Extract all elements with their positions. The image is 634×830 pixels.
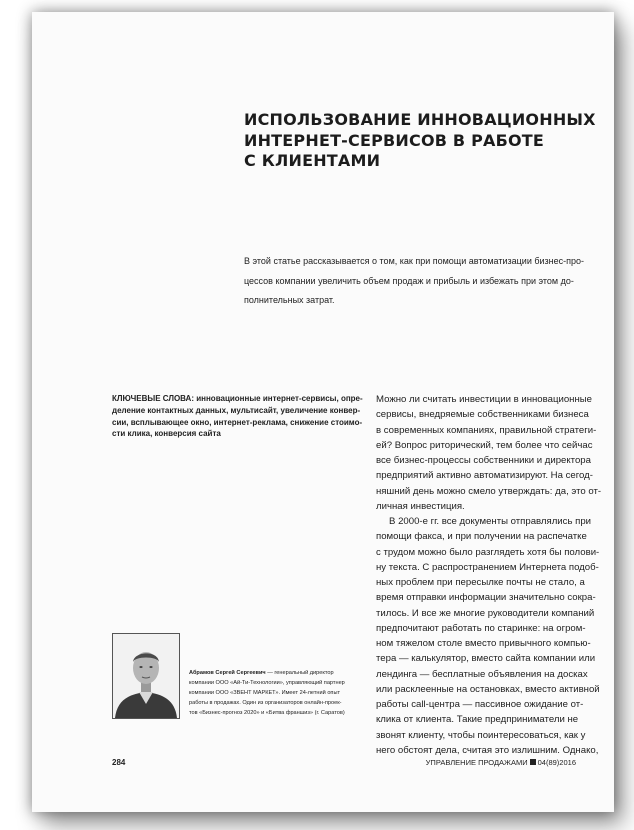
body-line: тера — калькулятор, вместо сайта компании или [376,653,596,665]
title-line: С КЛИЕНТАМИ [244,151,381,170]
lead-line: В этой статье рассказывается о том, как при помощи автоматизации бизнес-про- [244,256,585,266]
title-line: ИНТЕРНЕТ-СЕРВИСОВ В РАБОТЕ [244,130,545,150]
bio-line: работы в продажах. Один из организаторов онлайн-проек- [189,700,342,706]
body-line: клика от клиента. Такие предприниматели не [376,714,579,726]
article-title [244,110,596,172]
journal-page [32,12,614,812]
body-line: время отправки информации значительно сокра- [376,592,596,604]
body-line: помощи факса, и при получении на распечатке [376,531,587,543]
journal-footer [426,758,576,767]
body-line: с трудом можно было разглядеть хотя бы полови- [376,546,600,558]
body-line: ну текста. С распространением Интернета подоб- [376,561,599,573]
article-body [376,392,622,758]
body-line: лендинга — бесплатные объявления на досках [376,668,588,680]
lead-line: полнительных затрат. [244,295,335,305]
body-line: работы call-центра — пассивное ожидание от- [376,699,584,710]
bio-line: компании ООО «ЗВЕНТ МАРКЕТ». Имеет 24-летний опыт [189,690,341,696]
body-line: звонят клиенту, чтобы поинтересоваться, как у [376,729,586,741]
keywords-line: сии, всплывающее окно, интернет-реклама, снижение стоимо- [112,417,363,427]
keywords-line: КЛЮЧЕВЫЕ СЛОВА: инновационные интернет-сервисы, опре- [112,394,363,403]
body-line: личная инвестиция. [376,500,465,512]
body-line: все бизнес-процессы собственники и директора [376,455,591,466]
body-line: предпочитают работать по старинке: на огром- [376,622,586,634]
square-bullet-icon [530,759,536,765]
author-bio [189,668,369,718]
body-line: Можно ли считать инвестиции в инновационные [376,394,592,405]
body-line: в современных компаниях, правильной стратеги- [376,424,597,436]
body-line: ных проблем при пересылке почты не стало, а [376,577,585,588]
body-line: В 2000-е гг. все документы отправлялись при [389,516,592,527]
article-lead [244,252,629,311]
body-line: сервисы, внедряемые собственниками бизнеса [376,409,589,421]
keywords-block [112,393,363,440]
body-line: или расклеенные на остановках, вместо активной [376,683,600,695]
keywords-line: сти клика, конверсия сайта [112,429,221,439]
body-line: няшний день можно смело утверждать: да, это от- [376,485,602,497]
page-number: 284 [112,758,126,767]
title-line: ИСПОЛЬЗОВАНИЕ ИННОВАЦИОННЫХ [244,110,596,129]
journal-name: УПРАВЛЕНИЕ ПРОДАЖАМИ [425,758,528,767]
issue-number: 04(89)2016 [537,758,576,767]
bio-line: компании ООО «Ай-Ти-Технологии», управляющий партнер [189,680,345,686]
body-line: ей? Вопрос риторический, тем более что сейчас [376,439,593,451]
author-portrait-icon [113,634,179,718]
keywords-line: деление контактных данных, мультисайт, увеличение конвер- [112,405,361,415]
body-line: ном тяжелом столе вместо привычного компью- [376,638,591,649]
bio-line: — генеральный директор [265,670,334,676]
body-line: тилось. И все же многие руководители компаний [376,607,595,619]
lead-line: цессов компании увеличить объем продаж и прибыль и избежать при этом до- [244,275,574,286]
body-line: него обстоят дела, считая это излишним. Однако, [376,744,599,756]
author-photo [112,633,180,719]
bio-line: тов «Бизнес-прогноз 2020» и «Битва франшиз» (г. Саратов) [189,710,345,716]
body-line: предприятий активно автоматизируют. На сегод- [376,470,593,482]
author-name: Абрамов Сергей Сергеевич [189,670,266,676]
